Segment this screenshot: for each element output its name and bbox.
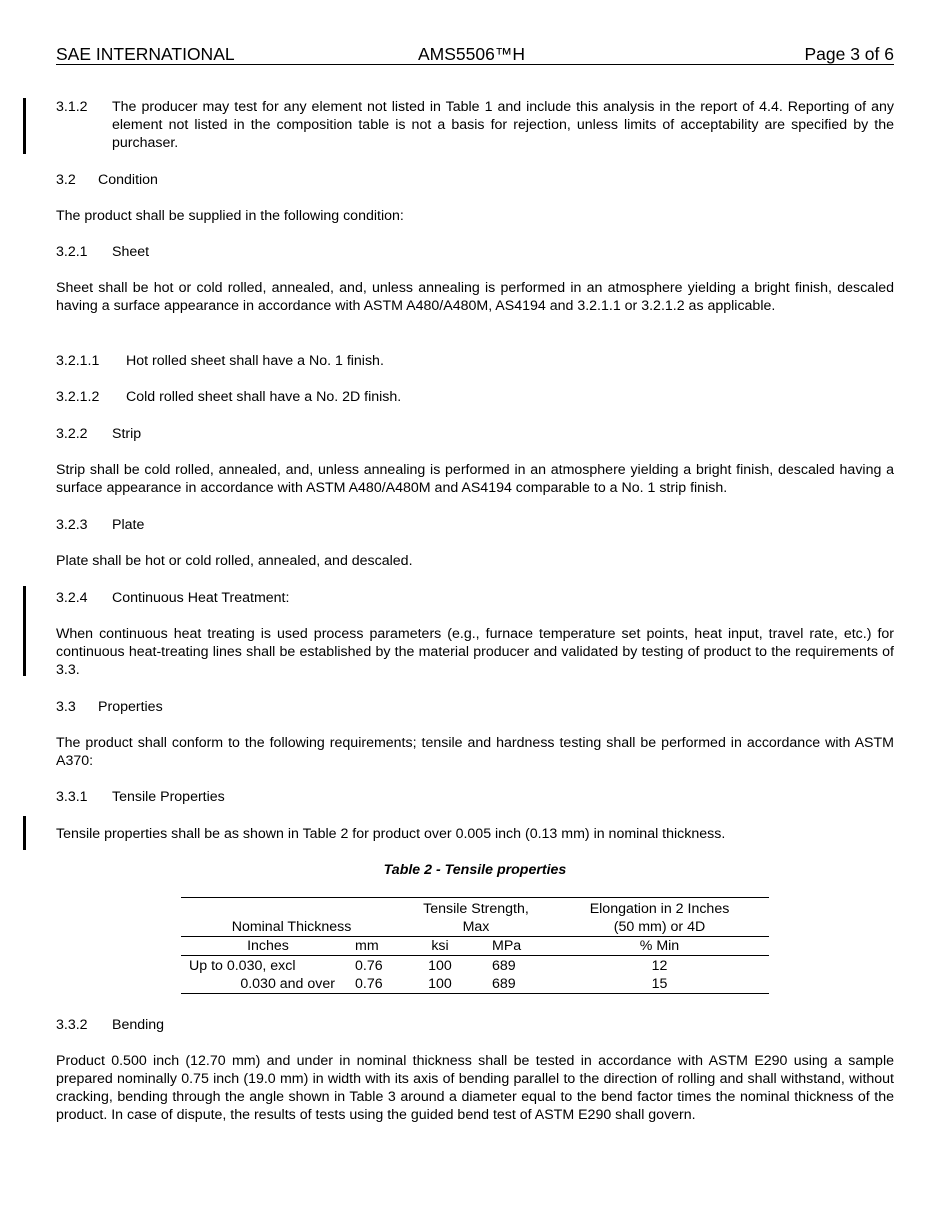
table-row <box>181 975 769 994</box>
section-title: Tensile Properties <box>112 789 225 805</box>
section-paragraph: Cold rolled sheet shall have a No. 2D finish. <box>126 389 402 405</box>
section-paragraph: Tensile properties shall be as shown in Table 2 for product over 0.005 inch (0.13 mm) in nominal thickness. <box>56 826 726 842</box>
cell-mpa: 689 <box>492 958 516 974</box>
section-title: Plate <box>112 517 145 533</box>
cell-ksi: 100 <box>428 958 452 974</box>
header-nominal-thickness: Nominal Thickness <box>231 919 352 935</box>
section-number: 3.2.2 <box>56 426 88 442</box>
subheader-inches: Inches <box>247 938 289 954</box>
subheader-percent-min: % Min <box>639 938 680 954</box>
cell-percent-min: 15 <box>651 976 668 992</box>
section-paragraph: When continuous heat treating is used process parameters (e.g., furnace temperature set points, heat input, travel rate, etc.) for continuous heat-treating lines shall be established by the material producer and validated by testing of product to the requirements of 3.3. <box>56 626 894 678</box>
section-title: Condition <box>98 172 158 188</box>
section-number: 3.3 <box>56 699 76 715</box>
section-number: 3.2.4 <box>56 590 88 606</box>
publisher-name: SAE INTERNATIONAL <box>56 44 235 64</box>
cell-ksi: 100 <box>428 976 452 992</box>
subheader-ksi: ksi <box>431 938 449 954</box>
section-heading <box>56 171 158 189</box>
section-number: 3.1.2 <box>56 99 88 115</box>
revision-change-bar <box>23 98 26 154</box>
section-heading <box>56 243 149 261</box>
section-title: Strip <box>112 426 142 442</box>
document-number: AMS5506™H <box>418 44 525 64</box>
cell-mm: 0.76 <box>355 958 383 974</box>
cell-percent-min: 12 <box>651 958 668 974</box>
revision-change-bar <box>23 816 26 850</box>
section-heading <box>56 516 144 534</box>
header-tensile-line2: Max <box>462 919 490 935</box>
section-number: 3.2.1.2 <box>56 389 100 405</box>
table-header-row <box>181 898 769 937</box>
header-tensile-strength <box>402 898 550 937</box>
section-paragraph: The product shall be supplied in the following condition: <box>56 208 404 224</box>
section-title: Sheet <box>112 244 150 260</box>
section-paragraph: Product 0.500 inch (12.70 mm) and under in nominal thickness shall be tested in accordance with ASTM E290 using a sample prepared nominally 0.75 inch (19.0 mm) in width with its axis of bending parallel to the direction of rolling and shall withstand, without cracking, bending through the angle shown in Table 3 around a diameter equal to the bend factor times the nominal thickness of the product. In case of dispute, the results of tests using the guided bend test of ASTM E290 shall govern. <box>56 1053 894 1123</box>
section-title: Properties <box>98 699 163 715</box>
cell-mpa: 689 <box>492 976 516 992</box>
header-tensile-line1: Tensile Strength, <box>423 901 529 917</box>
section-heading <box>56 698 163 716</box>
section-heading <box>56 425 141 443</box>
section-heading <box>56 388 401 406</box>
section-heading <box>56 1016 164 1034</box>
header-elongation <box>550 898 769 937</box>
section-number: 3.3.1 <box>56 789 88 805</box>
header-elongation-line2: (50 mm) or 4D <box>613 919 706 935</box>
section-number: 3.2.3 <box>56 517 88 533</box>
revision-change-bar <box>23 586 26 676</box>
tensile-properties-table <box>181 897 769 994</box>
page-header <box>56 44 894 65</box>
page-number: Page 3 of 6 <box>804 44 894 64</box>
section-paragraph: Hot rolled sheet shall have a No. 1 finish. <box>126 353 384 369</box>
subheader-mpa: MPa <box>492 938 522 954</box>
section-paragraph: Plate shall be hot or cold rolled, annealed, and descaled. <box>56 553 413 569</box>
header-elongation-line1: Elongation in 2 Inches <box>589 901 730 917</box>
table-row <box>181 956 769 976</box>
section-number: 3.2.1.1 <box>56 353 100 369</box>
section-paragraph: Strip shall be cold rolled, annealed, and, unless annealing is performed in an atmosphere yielding a bright finish, descaled having a surface appearance in accordance with ASTM A480/A480M and AS4194 comparable to a No. 1 strip finish. <box>56 462 894 496</box>
subheader-mm: mm <box>355 938 379 954</box>
section-title: Continuous Heat Treatment: <box>112 590 290 606</box>
section-number: 3.2 <box>56 172 76 188</box>
section-title: Bending <box>112 1017 165 1033</box>
section-heading <box>56 788 225 806</box>
cell-mm: 0.76 <box>355 976 383 992</box>
section-paragraph: The producer may test for any element not listed in Table 1 and include this analysis in the report of 4.4. Reporting of any element not listed in the composition table is not a basis for rejection, unless limits of acceptability are specified by the purchaser. <box>112 99 894 151</box>
cell-inches: 0.030 and over <box>240 976 335 992</box>
section-paragraph: The product shall conform to the following requirements; tensile and hardness testing shall be performed in accordance with ASTM A370: <box>56 735 894 769</box>
table-subheader-row <box>181 937 769 956</box>
table-caption: Table 2 - Tensile properties <box>383 862 567 878</box>
section-paragraph: Sheet shall be hot or cold rolled, annealed, and, unless annealing is performed in an atmosphere yielding a bright finish, descaled having a surface appearance in accordance with ASTM A480/A480M, AS4194 and 3.2.1.1 or 3.2.1.2 as applicable. <box>56 280 894 314</box>
section-number: 3.2.1 <box>56 244 88 260</box>
section-heading <box>56 352 384 370</box>
section-heading <box>56 589 289 607</box>
section-number: 3.3.2 <box>56 1017 88 1033</box>
cell-inches: Up to 0.030, excl <box>189 958 296 974</box>
